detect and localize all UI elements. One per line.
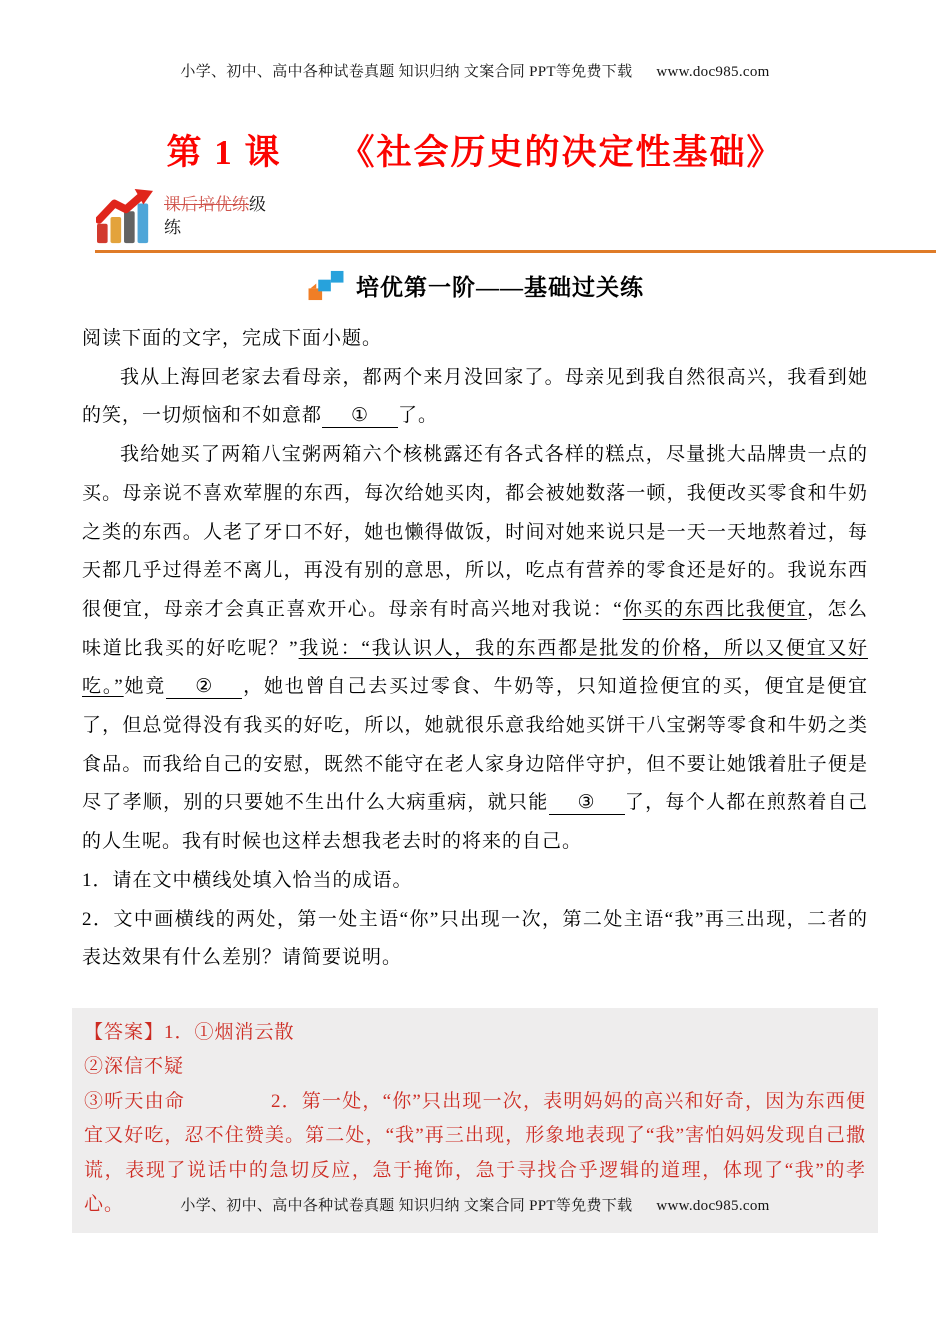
lesson-name: 《社会历史的决定性基础》 [339,133,784,172]
blank-2: ② [166,676,242,699]
growth-chart-icon [96,189,154,245]
text-run: ，她也曾自己去买过零食、牛奶等，只知道捡便宜的买，便宜是便宜了，但总觉得没有我买的好吃，所以，她就很乐意我给她买饼干八宝粥等零食和牛奶之类食品。而我给自己的安慰，既然不能守在老人家身边陪伴守护，但不要让她饿着肚子便是尽了孝顺，别的只要她不生出什么大病重病，就只能 [82,676,868,814]
footer-url: www.doc985.com [656,1198,770,1214]
header-text: 小学、初中、高中各种试卷真题 知识归纳 文案合同 PPT等免费下载 [180,64,633,80]
brand-line-2: 练 [164,218,181,237]
brand-line-1 [164,193,266,216]
orange-divider [95,250,936,253]
section-title: 培优第一阶——基础过关练 [356,275,644,300]
lesson-number: 第 1 课 [166,133,282,172]
blank-3: ③ [549,792,625,815]
underlined-run-1: 你买的东西比我便宜 [622,598,808,620]
header-url: www.doc985.com [656,64,770,80]
underlined-run-2: 我说：“我认识人，我的东西都是批发的价格，所以又便宜又好吃。” [82,637,868,698]
question-1: 1．请在文中横线处填入恰当的成语。 [82,869,413,891]
text-run: 我给她买了两箱八宝粥两箱六个核桃露还有各式各样的糕点，尽量挑大品牌贵一点的买。母亲说不喜欢荤腥的东西，每次给她买肉，都会被她数落一顿，我便改买零食和牛奶之类的东西。人老了牙口不好，她也懒得做饭，时间对她来说只是一天一天地熬着过，每天都几乎过得差不离儿，再没有别的意思，所以，吃点有营养的零食还是好的。我说东西很便宜，母亲才会真正喜欢开心。母亲有时高兴地对我说：“ [82,444,868,620]
text-run: 我从上海回老家去看母亲，都两个来月没回家了。母亲见到我自然很高兴，我看到她的笑，一切烦恼和不如意都 [82,366,868,427]
answer-1: 1．①烟消云散 [164,1021,295,1043]
reading-passage [82,320,868,978]
brand-black-suffix: 级 [249,195,266,214]
brand-block [96,189,950,247]
page-header [0,0,950,81]
question-2: 2．文中画横线的两处，第一处主语“你”只出现一次，第二处主语“我”再三出现，二者的表达效果有什么差别？请简要说明。 [82,908,868,969]
lesson-title [0,131,950,175]
brand-red-label: 课后培优练 [164,195,249,214]
passage-paragraph-1 [82,359,868,436]
text-run: 她竟 [123,676,167,698]
text-run: 了，每个人都在煎熬着自己的人生呢。我有时候也这样去想我老去时的将来的自己。 [82,792,868,853]
text-run: 了。 [398,405,439,427]
answer-4: 2．第一处，“你”只出现一次，表明妈妈的高兴和好奇，因为东西便宜又好吃，忍不住赞美。第二处，“我”再三出现，形象地表现了“我”害怕妈妈发现自己撒谎，表现了说话中的急切反应，急于掩饰，急于寻找合乎逻辑的道理，体现了“我”的孝心。 [84,1090,866,1216]
section-heading [0,269,950,302]
answer-3: ③听天由命 [84,1090,185,1112]
answer-line-1 [84,1016,866,1051]
passage-paragraph-2 [82,436,868,862]
brand-text [164,189,266,239]
answer-label: 【答案】 [84,1021,165,1043]
answer-line-2: ②深信不疑 [84,1056,185,1078]
footer-text: 小学、初中、高中各种试卷真题 知识归纳 文案合同 PPT等免费下载 [180,1198,633,1214]
steps-icon [306,269,346,302]
page-footer [0,1194,950,1215]
passage-intro: 阅读下面的文字，完成下面小题。 [82,328,383,349]
blank-1: ① [322,405,398,428]
text-run: ，怎么味道比我买的好吃呢？” [82,598,868,659]
